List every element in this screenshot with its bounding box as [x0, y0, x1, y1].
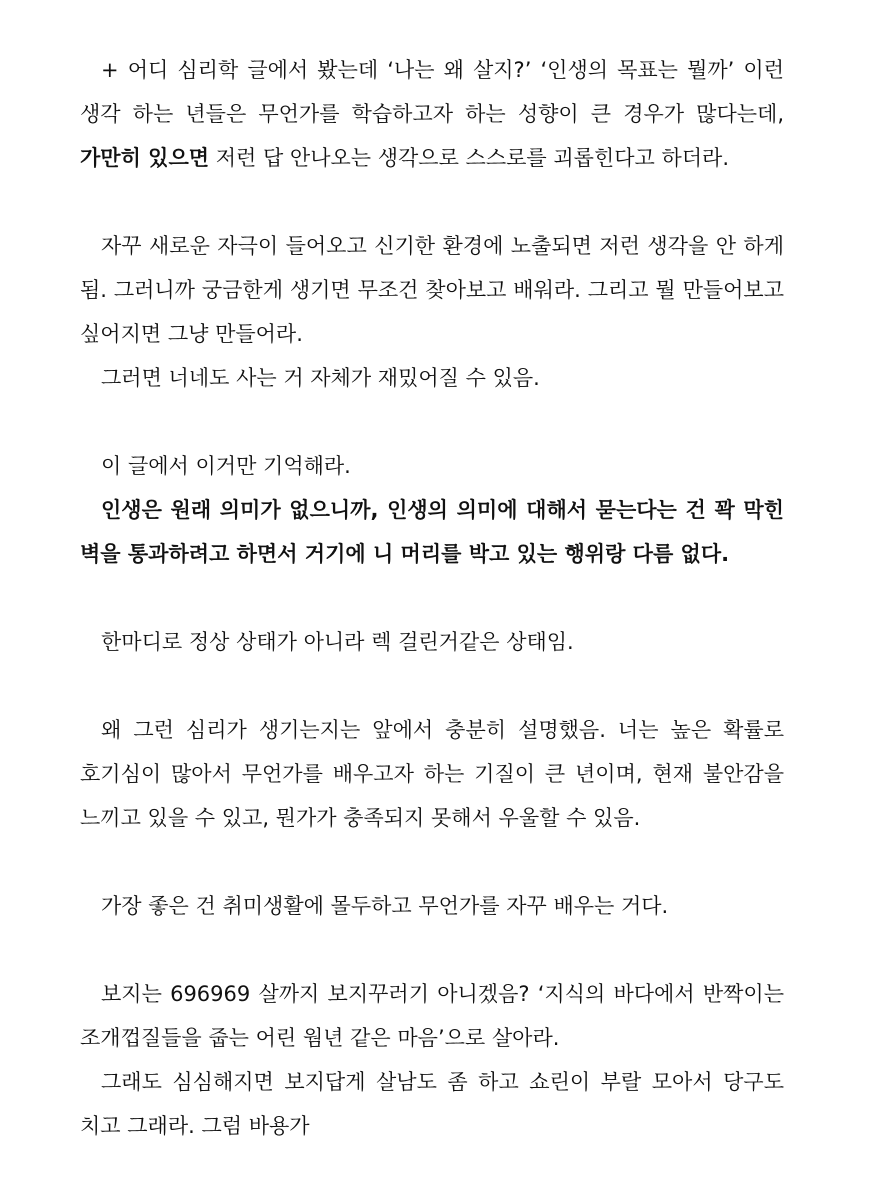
paragraph-gap [80, 840, 784, 884]
paragraph-6: 한마디로 정상 상태가 아니라 렉 걸린거같은 상태임. [101, 630, 574, 654]
paragraph-4: 이 글에서 이거만 기억해라. [101, 454, 351, 478]
paragraph-1-text-b: 저런 답 안나오는 생각으로 스스로를 괴롭힌다고 하더라. [209, 146, 730, 170]
paragraph-1-bold: 가만히 있으면 [80, 146, 210, 170]
paragraph-10: 그래도 심심해지면 보지답게 살남도 좀 하고 쇼린이 부랄 모아서 당구도 치고 그래라. 그럼 바용가 [80, 1070, 784, 1138]
paragraph-1 [80, 48, 784, 180]
paragraph-2: 자꾸 새로운 자극이 들어오고 신기한 환경에 노출되면 저런 생각을 안 하게 됨. 그러니까 궁금한게 생기면 무조건 찾아보고 배워라. 그리고 뭘 만들어보고 싶어지면 그냥 만들어라. [80, 234, 784, 346]
paragraph-8: 가장 좋은 건 취미생활에 몰두하고 무언가를 자꾸 배우는 거다. [101, 894, 669, 918]
paragraph-5-bold-text: 인생은 원래 의미가 없으니까, 인생의 의미에 대해서 묻는다는 건 꽉 막힌 벽을 통과하려고 하면서 거기에 니 머리를 박고 있는 행위랑 다름 없다. [80, 498, 784, 566]
paragraph-3: 그러면 너네도 사는 거 자체가 재밌어질 수 있음. [101, 366, 540, 390]
paragraph-7: 왜 그런 심리가 생기는지는 앞에서 충분히 설명했음. 너는 높은 확률로 호기심이 많아서 무언가를 배우고자 하는 기질이 큰 년이며, 현재 불안감을 느끼고 있을 수 있고, 뭔가가 충족되지 못해서 우울할 수 있음. [80, 718, 784, 830]
paragraph-gap [80, 180, 784, 224]
paragraph-gap [80, 928, 784, 972]
paragraph-gap [80, 400, 784, 444]
paragraph-1-text-a: + 어디 심리학 글에서 봤는데 ‘나는 왜 살지?’ ‘인생의 목표는 뭘까’ 이런 생각 하는 년들은 무언가를 학습하고자 하는 성향이 큰 경우가 많다는데, [80, 58, 784, 126]
paragraph-5-bold [80, 488, 784, 576]
paragraph-9: 보지는 696969 살까지 보지꾸러기 아니겠음? ‘지식의 바다에서 반짝이는 조개껍질들을 줍는 어린 웜년 같은 마음’으로 살아라. [80, 982, 784, 1050]
paragraph-gap [80, 576, 784, 620]
document-body [80, 48, 784, 1148]
paragraph-gap [80, 664, 784, 708]
